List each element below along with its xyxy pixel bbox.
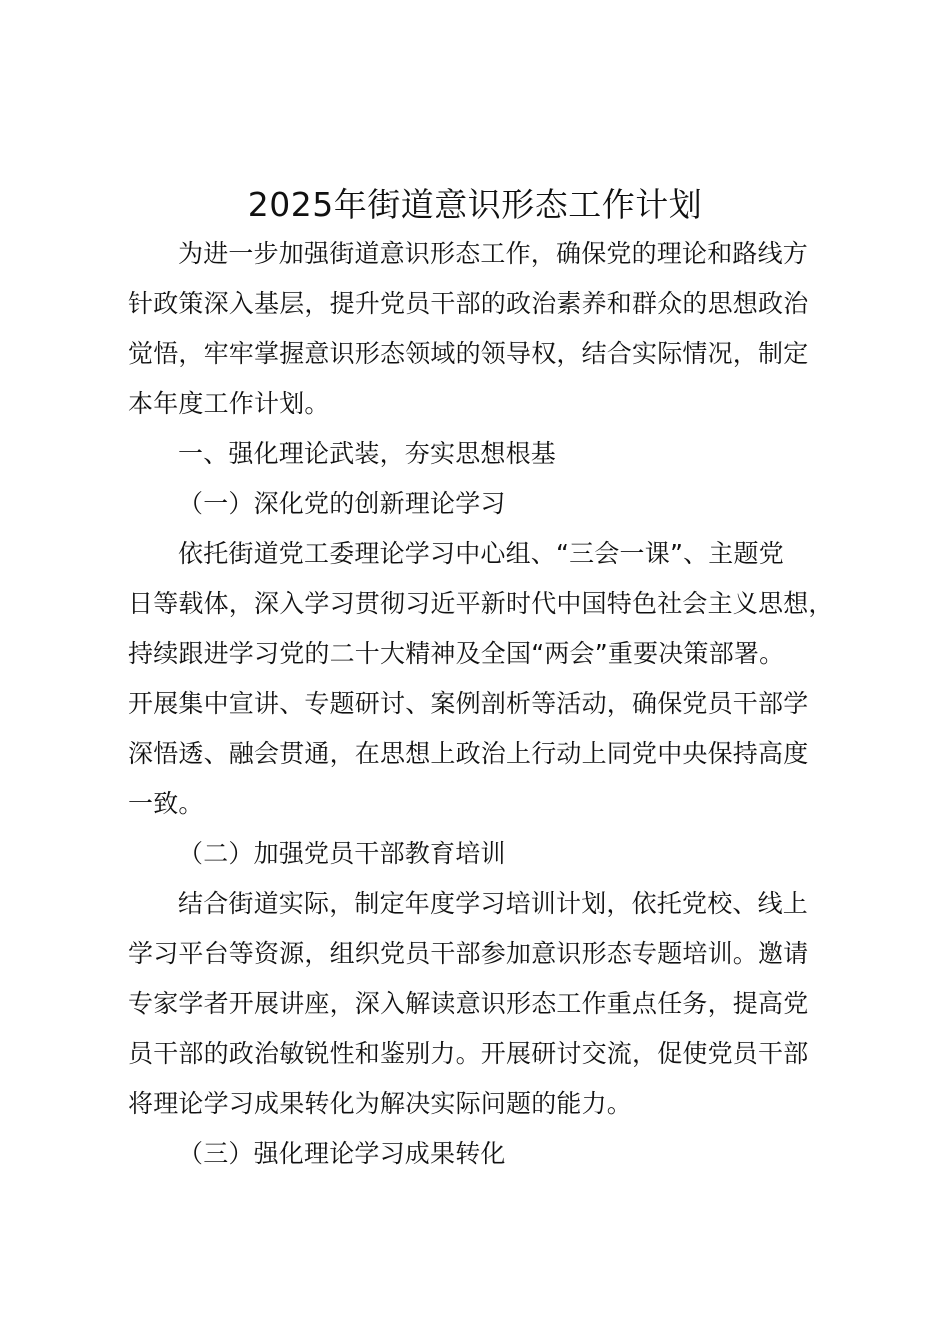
intro-line-4: 本年度工作计划。	[128, 389, 330, 418]
paragraph-1-line-6: 一致。	[128, 789, 204, 818]
section-heading-1: 一、强化理论武装，夯实思想根基	[178, 439, 557, 468]
paragraph-2-line-3: 专家学者开展讲座，深入解读意识形态工作重点任务，提高党	[128, 989, 809, 1018]
paragraph-1-line-3: 持续跟进学习党的二十大精神及全国“两会”重要决策部署。	[128, 639, 785, 668]
paragraph-2-line-4: 员干部的政治敏锐性和鉴别力。开展研讨交流，促使党员干部	[128, 1039, 809, 1068]
paragraph-2-line-1: 结合街道实际，制定年度学习培训计划，依托党校、线上	[178, 889, 809, 918]
paragraph-1-line-2: 日等载体，深入学习贯彻习近平新时代中国特色社会主义思想，	[128, 589, 834, 618]
paragraph-2-line-5: 将理论学习成果转化为解决实际问题的能力。	[128, 1089, 633, 1118]
intro-line-3: 觉悟，牢牢掌握意识形态领域的领导权，结合实际情况，制定	[128, 339, 809, 368]
intro-line-1: 为进一步加强街道意识形态工作，确保党的理论和路线方	[178, 239, 809, 268]
paragraph-1-line-4: 开展集中宣讲、专题研讨、案例剖析等活动，确保党员干部学	[128, 689, 809, 718]
subsection-heading-1: （一）深化党的创新理论学习	[178, 489, 506, 518]
intro-line-2: 针政策深入基层，提升党员干部的政治素养和群众的思想政治	[128, 289, 809, 318]
paragraph-1-line-5: 深悟透、融会贯通，在思想上政治上行动上同党中央保持高度	[128, 739, 809, 768]
subsection-heading-2: （二）加强党员干部教育培训	[178, 839, 506, 868]
subsection-heading-3: （三）强化理论学习成果转化	[178, 1139, 506, 1168]
paragraph-1-line-1: 依托街道党工委理论学习中心组、“三会一课”、主题党	[178, 539, 784, 568]
document-title: 2025年街道意识形态工作计划	[247, 185, 703, 224]
paragraph-2-line-2: 学习平台等资源，组织党员干部参加意识形态专题培训。邀请	[128, 939, 809, 968]
